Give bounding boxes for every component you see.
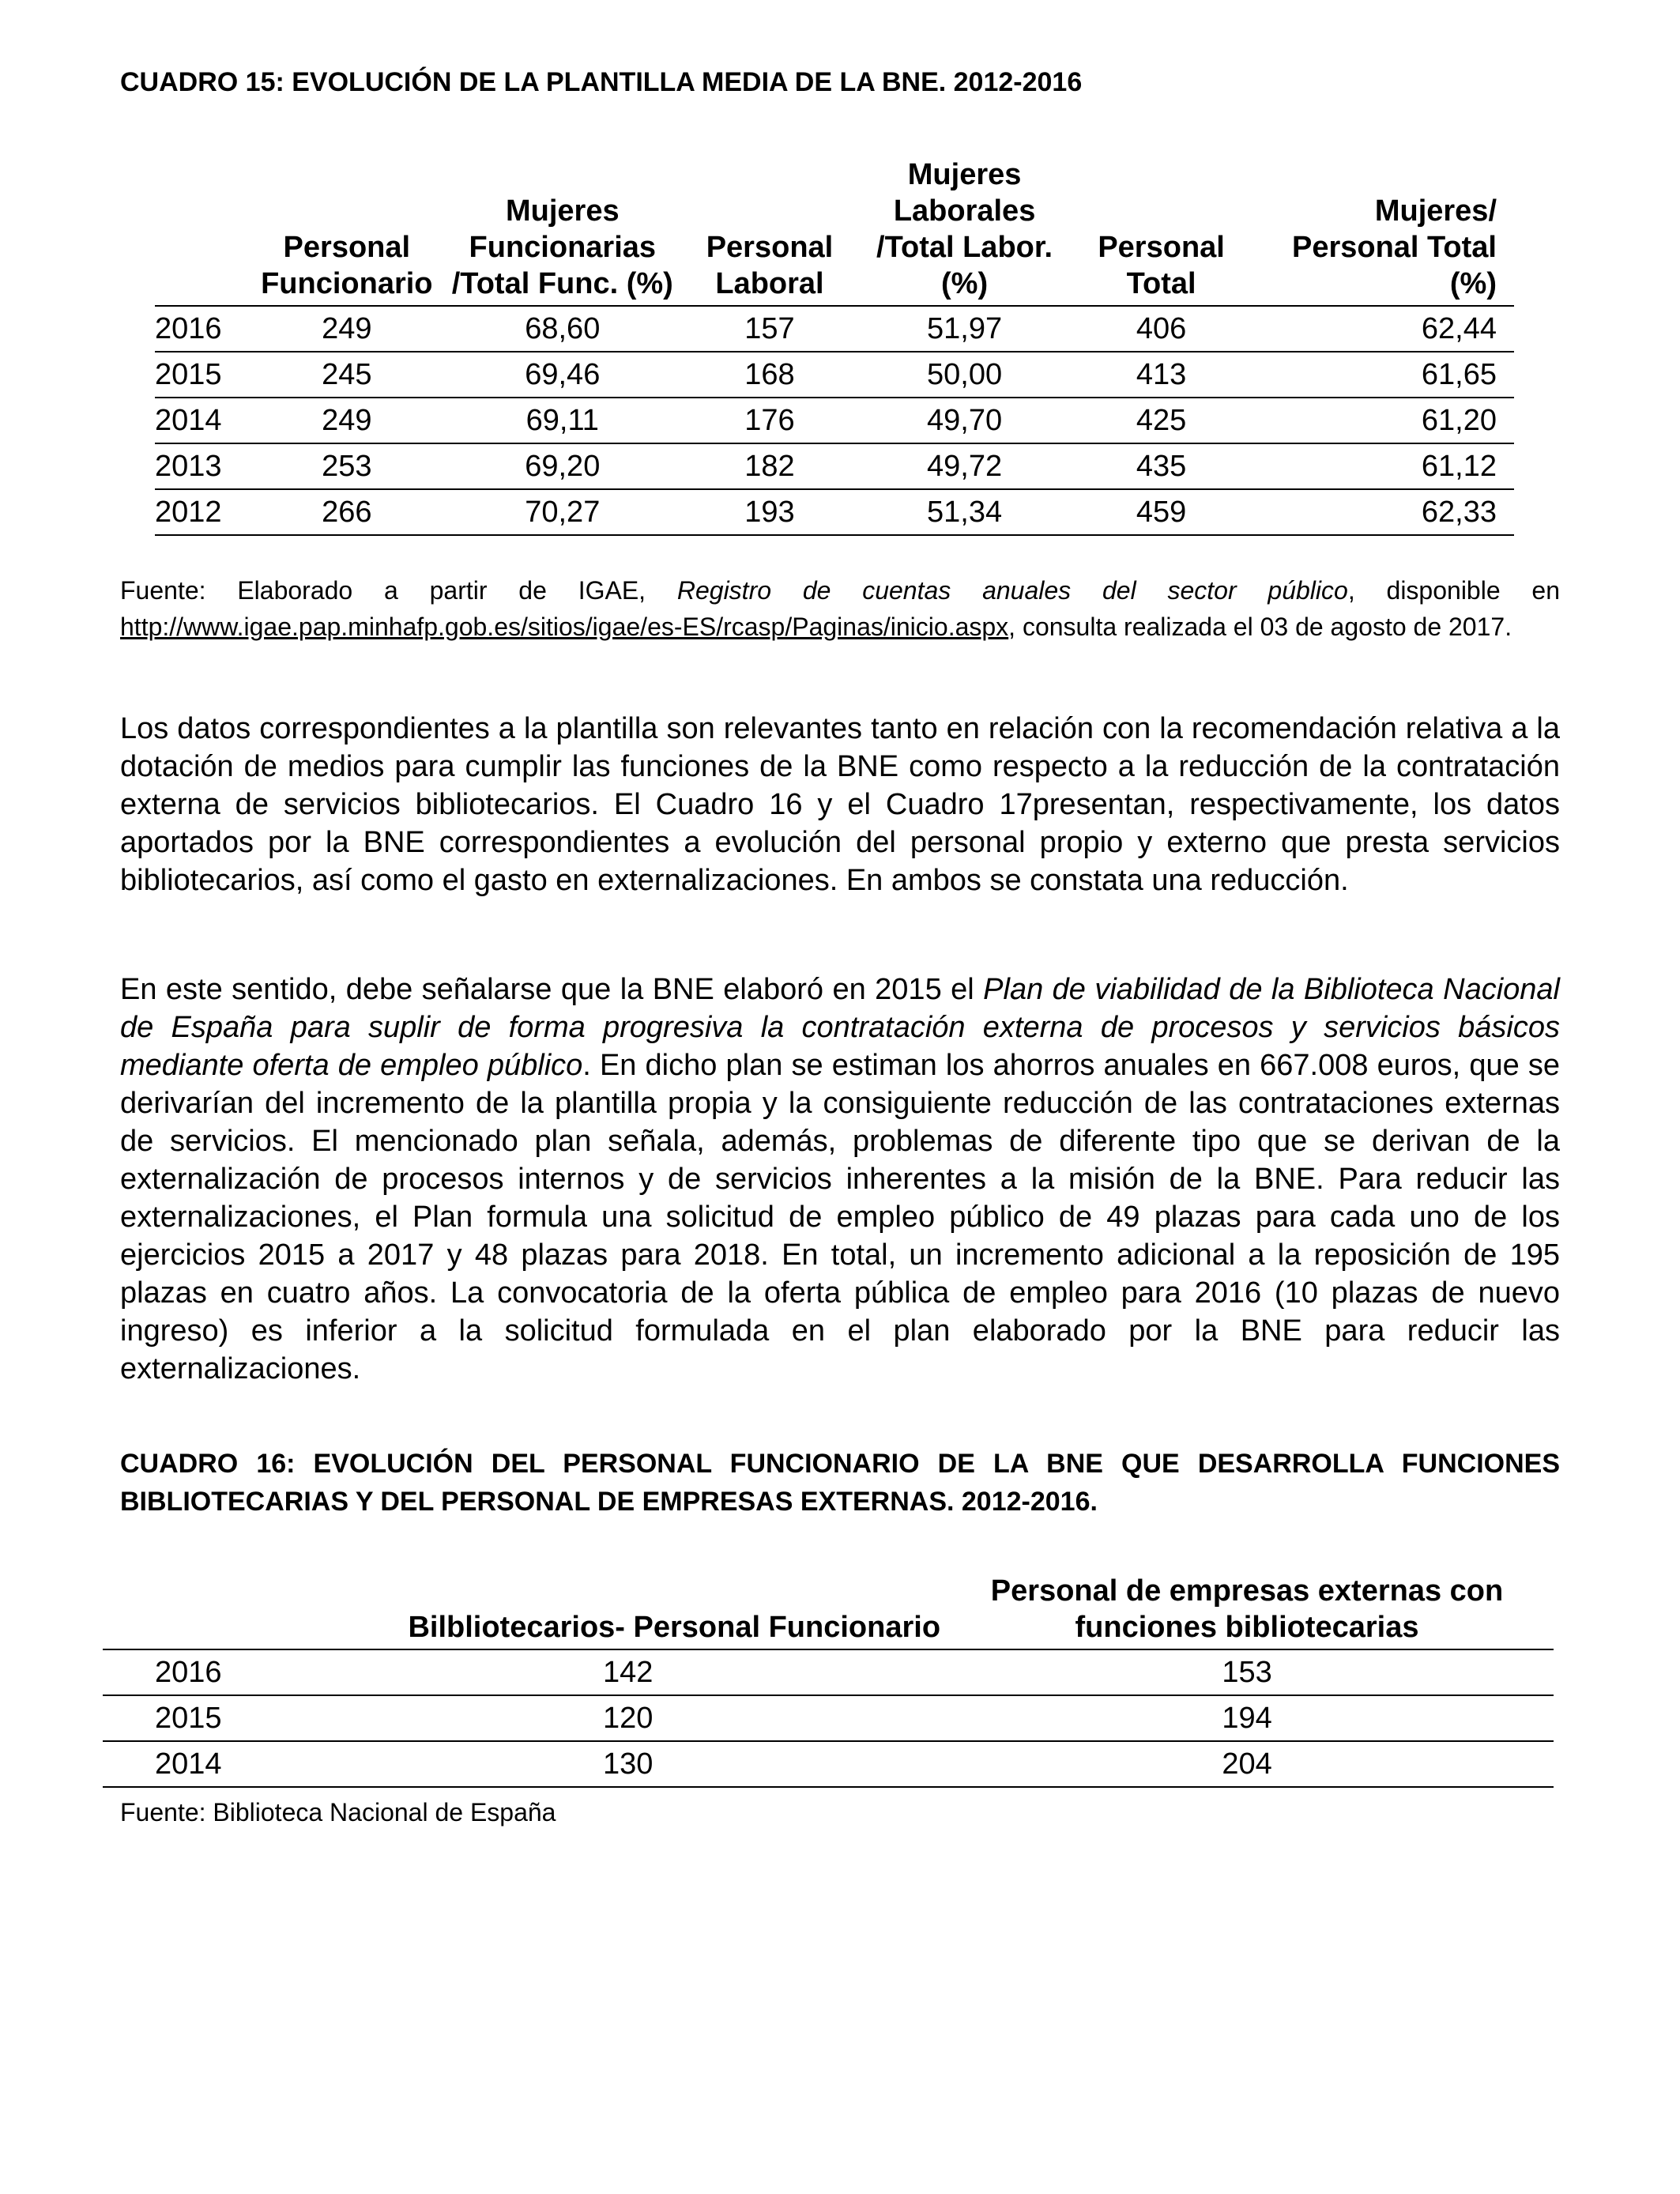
table-cell: 61,65 xyxy=(1245,352,1514,398)
body-paragraph xyxy=(120,971,1560,1388)
cuadro16-source: Fuente: Biblioteca Nacional de España xyxy=(120,1798,556,1826)
source-title: Registro de cuentas anuales del sector público xyxy=(676,576,1348,605)
table-cell: 2013 xyxy=(155,443,256,489)
table-cell: 425 xyxy=(1077,398,1245,443)
cuadro16-table xyxy=(103,1573,1554,1788)
table-cell: 2014 xyxy=(103,1741,315,1787)
table-cell: 153 xyxy=(940,1649,1554,1695)
table-cell: 182 xyxy=(687,443,852,489)
table-cell: 69,20 xyxy=(438,443,687,489)
table-cell: 69,11 xyxy=(438,398,687,443)
table-cell: 49,70 xyxy=(852,398,1077,443)
table-row xyxy=(103,1741,1554,1787)
table-cell: 194 xyxy=(940,1695,1554,1741)
table-cell: 253 xyxy=(256,443,437,489)
table-header-row xyxy=(103,1573,1554,1649)
table-cell: 61,12 xyxy=(1245,443,1514,489)
column-header xyxy=(103,1573,315,1649)
table-cell: 249 xyxy=(256,398,437,443)
table-cell: 70,27 xyxy=(438,489,687,535)
table-cell: 168 xyxy=(687,352,852,398)
table-row xyxy=(103,1695,1554,1741)
table-cell: 2016 xyxy=(103,1649,315,1695)
body-paragraph: Los datos correspondientes a la plantilla son relevantes tanto en relación con la recomendación relativa a la dotación de medios para cumplir las funciones de la BNE como respecto a la reducción de la contratación externa de servicios bibliotecarios. El Cuadro 16 y el Cuadro 17presentan, respectivamente, los datos aportados por la BNE correspondientes a evolución del personal propio y externo que presta servicios bibliotecarios, así como el gasto en externalizaciones. En ambos se constata una reducción. xyxy=(120,712,1560,897)
table-cell: 413 xyxy=(1077,352,1245,398)
table-cell: 2016 xyxy=(155,306,256,352)
table-row xyxy=(155,352,1514,398)
table-cell: 51,34 xyxy=(852,489,1077,535)
cuadro15-title: CUADRO 15: EVOLUCIÓN DE LA PLANTILLA MEDIA DE LA BNE. 2012-2016 xyxy=(120,67,1083,97)
column-header: Personal Funcionario xyxy=(261,231,433,300)
table-cell: 69,46 xyxy=(438,352,687,398)
table-cell: 459 xyxy=(1077,489,1245,535)
table-cell: 49,72 xyxy=(852,443,1077,489)
table-cell: 245 xyxy=(256,352,437,398)
table-row xyxy=(155,398,1514,443)
table-cell: 204 xyxy=(940,1741,1554,1787)
table-cell: 61,20 xyxy=(1245,398,1514,443)
table-cell: 142 xyxy=(315,1649,940,1695)
table-cell: 51,97 xyxy=(852,306,1077,352)
cuadro15-table xyxy=(155,156,1514,536)
table-cell: 193 xyxy=(687,489,852,535)
table-cell: 435 xyxy=(1077,443,1245,489)
table-cell: 50,00 xyxy=(852,352,1077,398)
column-header: Mujeres Funcionarias /Total Func. (%) xyxy=(451,194,673,300)
paragraph-text: . En dicho plan se estiman los ahorros anuales en 667.008 euros, que se derivarían del incremento de la plantilla propia y la consiguiente reducción de las contrataciones externas de servicios. El mencionado plan señala, además, problemas de diferente tipo que se derivan de la externalización de procesos internos y de servicios inherentes a la misión de la BNE. Para reducir las externalizaciones, el Plan formula una solicitud de empleo público de 49 plazas para cada uno de los ejercicios 2015 a 2017 y 48 plazas para 2018. En total, un incremento adicional a la reposición de 195 plazas en cuatro años. La convocatoria de la oferta pública de empleo para 2016 (10 plazas de nuevo ingreso) es inferior a la solicitud formulada en el plan elaborado por la BNE para reducir las externalizaciones. xyxy=(120,1049,1560,1385)
column-header: Personal Total xyxy=(1098,231,1225,300)
column-header: Mujeres Laborales /Total Labor. (%) xyxy=(876,158,1053,300)
table-cell: 2012 xyxy=(155,489,256,535)
table-cell: 266 xyxy=(256,489,437,535)
table-cell: 157 xyxy=(687,306,852,352)
table-row xyxy=(155,306,1514,352)
table-cell: 2015 xyxy=(155,352,256,398)
source-link[interactable]: http://www.igae.pap.minhafp.gob.es/sitios/igae/es-ES/rcasp/Paginas/inicio.aspx xyxy=(120,613,1009,641)
column-header: Mujeres/ Personal Total (%) xyxy=(1291,194,1497,300)
source-text: , consulta realizada el 03 de agosto de 2017. xyxy=(1008,613,1512,641)
table-cell: 62,33 xyxy=(1245,489,1514,535)
source-text: Fuente: Elaborado a partir de IGAE, xyxy=(120,576,677,605)
table-row xyxy=(155,489,1514,535)
plan-title: Plan de viabilidad de la Biblioteca Nacional de España para suplir de forma progresiva la contratación externa de procesos y servicios básicos mediante oferta de empleo público xyxy=(120,973,1560,1082)
table-cell: 2014 xyxy=(155,398,256,443)
table-cell: 120 xyxy=(315,1695,940,1741)
column-header: Bilbliotecarios- Personal Funcionario xyxy=(408,1611,941,1644)
cuadro15-source xyxy=(120,572,1560,645)
source-text: , disponible en xyxy=(1347,576,1561,605)
table-cell: 2015 xyxy=(103,1695,315,1741)
table-cell: 62,44 xyxy=(1245,306,1514,352)
table-cell: 249 xyxy=(256,306,437,352)
table-header-row xyxy=(155,156,1514,306)
table-cell: 406 xyxy=(1077,306,1245,352)
table-row xyxy=(155,443,1514,489)
paragraph-text: En este sentido, debe señalarse que la BNE elaboró en 2015 el xyxy=(120,973,984,1006)
column-header: Personal de empresas externas con funciones bibliotecarias xyxy=(990,1574,1504,1644)
column-header xyxy=(155,156,256,306)
column-header: Personal Laboral xyxy=(706,231,834,300)
table-cell: 68,60 xyxy=(438,306,687,352)
table-row xyxy=(103,1649,1554,1695)
cuadro16-title: CUADRO 16: EVOLUCIÓN DEL PERSONAL FUNCIONARIO DE LA BNE QUE DESARROLLA FUNCIONES BIBLIOTECARIAS Y DEL PERSONAL DE EMPRESAS EXTERNAS. 2012-2016. xyxy=(120,1449,1560,1517)
table-cell: 130 xyxy=(315,1741,940,1787)
table-cell: 176 xyxy=(687,398,852,443)
